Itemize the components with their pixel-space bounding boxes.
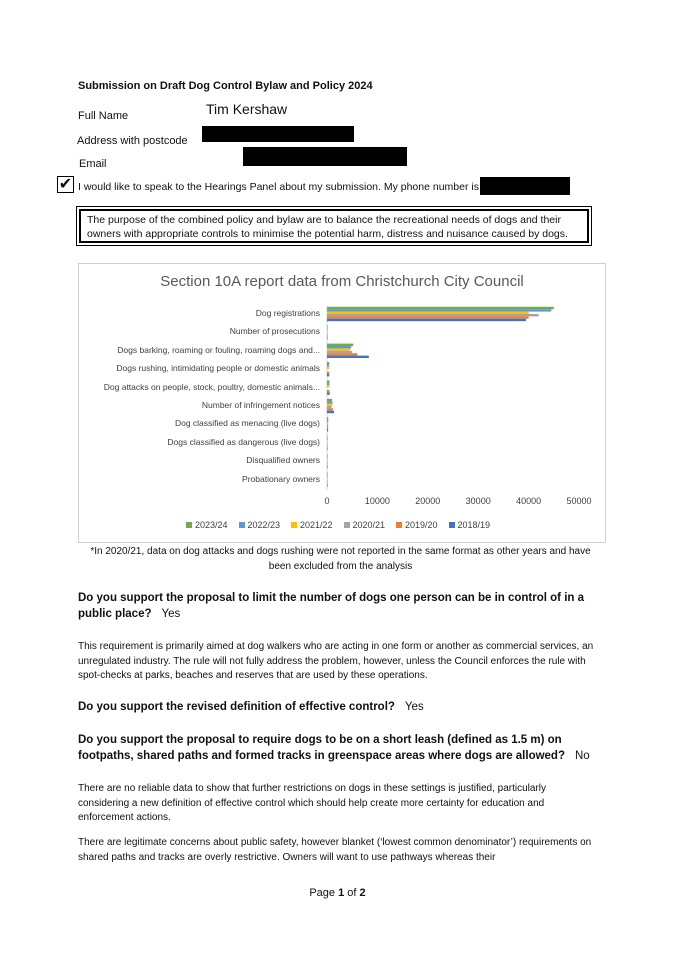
- chart-category-label: Dog registrations: [255, 308, 320, 318]
- checkmark-icon: ✔: [58, 176, 73, 193]
- document-title: Submission on Draft Dog Control Bylaw and Policy 2024: [78, 80, 373, 92]
- question-3-text: Do you support the proposal to require dogs to be on a short leash (defined as 1.5 m) on footpaths, shared paths and formed tracks in greenspace areas where dogs are allowed?: [78, 734, 565, 762]
- phone-redaction: [480, 177, 570, 195]
- chart-category-label: Number of prosecutions: [229, 326, 320, 337]
- chart-legend-item: [449, 520, 491, 530]
- chart-category-label: Dog classified as menacing (live dogs): [174, 418, 320, 429]
- paragraph-2: There are no reliable data to show that further restrictions on dogs in these settings is justified, particularly considering a new definition of effective control which should help create more certainty for education and enforcement actions.: [78, 783, 547, 823]
- email-redaction: [243, 147, 407, 166]
- legend-label: 2018/19: [457, 520, 491, 530]
- chart-x-tick-label: 10000: [364, 496, 390, 506]
- paragraph-3: There are legitimate concerns about public safety, however blanket (‘lowest common denominator’) requirements on shared paths and tracks are overly restrictive. Owners will want to use pathways whereas their: [78, 837, 592, 863]
- chart-footnote: *In 2020/21, data on dog attacks and dogs rushing were not reported in the same format as other years and have been excluded from the analysis: [90, 546, 591, 572]
- chart-x-tick-label: 40000: [516, 496, 542, 506]
- page-word: Page: [309, 887, 336, 899]
- page-total: 2: [359, 887, 366, 899]
- chart-legend: [79, 264, 605, 542]
- email-label: Email: [79, 158, 107, 170]
- chart-x-tick-label: 50000: [566, 496, 592, 506]
- chart-legend-item: [186, 520, 228, 530]
- legend-swatch: [344, 522, 350, 528]
- chart-category-label: Probationary owners: [242, 473, 320, 484]
- speak-checkbox[interactable]: [57, 176, 74, 193]
- chart-legend-item: [291, 520, 333, 530]
- chart-category-label: Dogs barking, roaming or fouling, roaming dogs and...: [117, 344, 320, 355]
- chart-legend-item: [396, 520, 438, 530]
- page-of: of: [347, 887, 357, 899]
- legend-label: 2021/22: [300, 520, 333, 530]
- legend-swatch: [449, 522, 455, 528]
- address-redaction: [202, 126, 354, 142]
- question-1-answer: Yes: [161, 608, 181, 620]
- chart: [78, 263, 606, 543]
- chart-category-label: Dog attacks on people, stock, poultry, domestic animals...: [103, 381, 320, 392]
- full-name-value: Tim Kershaw: [206, 101, 288, 117]
- question-2-answer: Yes: [404, 701, 424, 713]
- legend-label: 2022/23: [247, 520, 281, 530]
- speak-text: I would like to speak to the Hearings Panel about my submission. My phone number is: [78, 181, 479, 193]
- question-3-answer: No: [574, 750, 590, 762]
- question-1: [78, 590, 608, 622]
- question-2: [78, 699, 608, 715]
- page-footer: [0, 887, 675, 899]
- chart-category-label: Number of infringement notices: [201, 400, 320, 410]
- chart-category-label: Dogs rushing, intimidating people or domestic animals: [116, 363, 320, 374]
- address-label: Address with postcode: [77, 135, 188, 147]
- legend-swatch: [291, 522, 297, 528]
- legend-label: 2023/24: [195, 520, 228, 530]
- chart-legend-item: [239, 520, 281, 530]
- legend-swatch: [239, 522, 245, 528]
- chart-category-label: Dogs classified as dangerous (live dogs): [167, 436, 320, 447]
- chart-x-tick-label: 20000: [415, 496, 441, 506]
- legend-swatch: [186, 522, 192, 528]
- legend-swatch: [396, 522, 402, 528]
- legend-label: 2019/20: [405, 520, 438, 530]
- chart-legend-item: [344, 520, 386, 530]
- full-name-label: Full Name: [78, 110, 129, 122]
- paragraph-1: This requirement is primarily aimed at dog walkers who are acting in one form or another as commercial services, an unregulated industry. The rule will not fully address the problem, however, unless the Council enforces the rule with spot-checks at parks, beaches and reserves that are used by these operations.: [78, 641, 594, 681]
- question-2-text: Do you support the revised definition of effective control?: [78, 701, 395, 713]
- legend-label: 2020/21: [352, 520, 386, 530]
- chart-x-tick-label: 30000: [465, 496, 491, 506]
- question-3: [78, 732, 603, 764]
- purpose-box: The purpose of the combined policy and bylaw are to balance the recreational needs of dogs and their owners with appropriate controls to minimise the potential harm, distress and nuisance caused by dogs.: [79, 209, 589, 243]
- chart-category-label: Disqualified owners: [246, 455, 320, 466]
- chart-title: Section 10A report data from Christchurch City Council: [160, 273, 524, 290]
- chart-x-tick-label: 0: [324, 496, 330, 506]
- page-current: 1: [338, 887, 345, 899]
- question-1-text: Do you support the proposal to limit the number of dogs one person can be in control of in a public place?: [78, 592, 585, 620]
